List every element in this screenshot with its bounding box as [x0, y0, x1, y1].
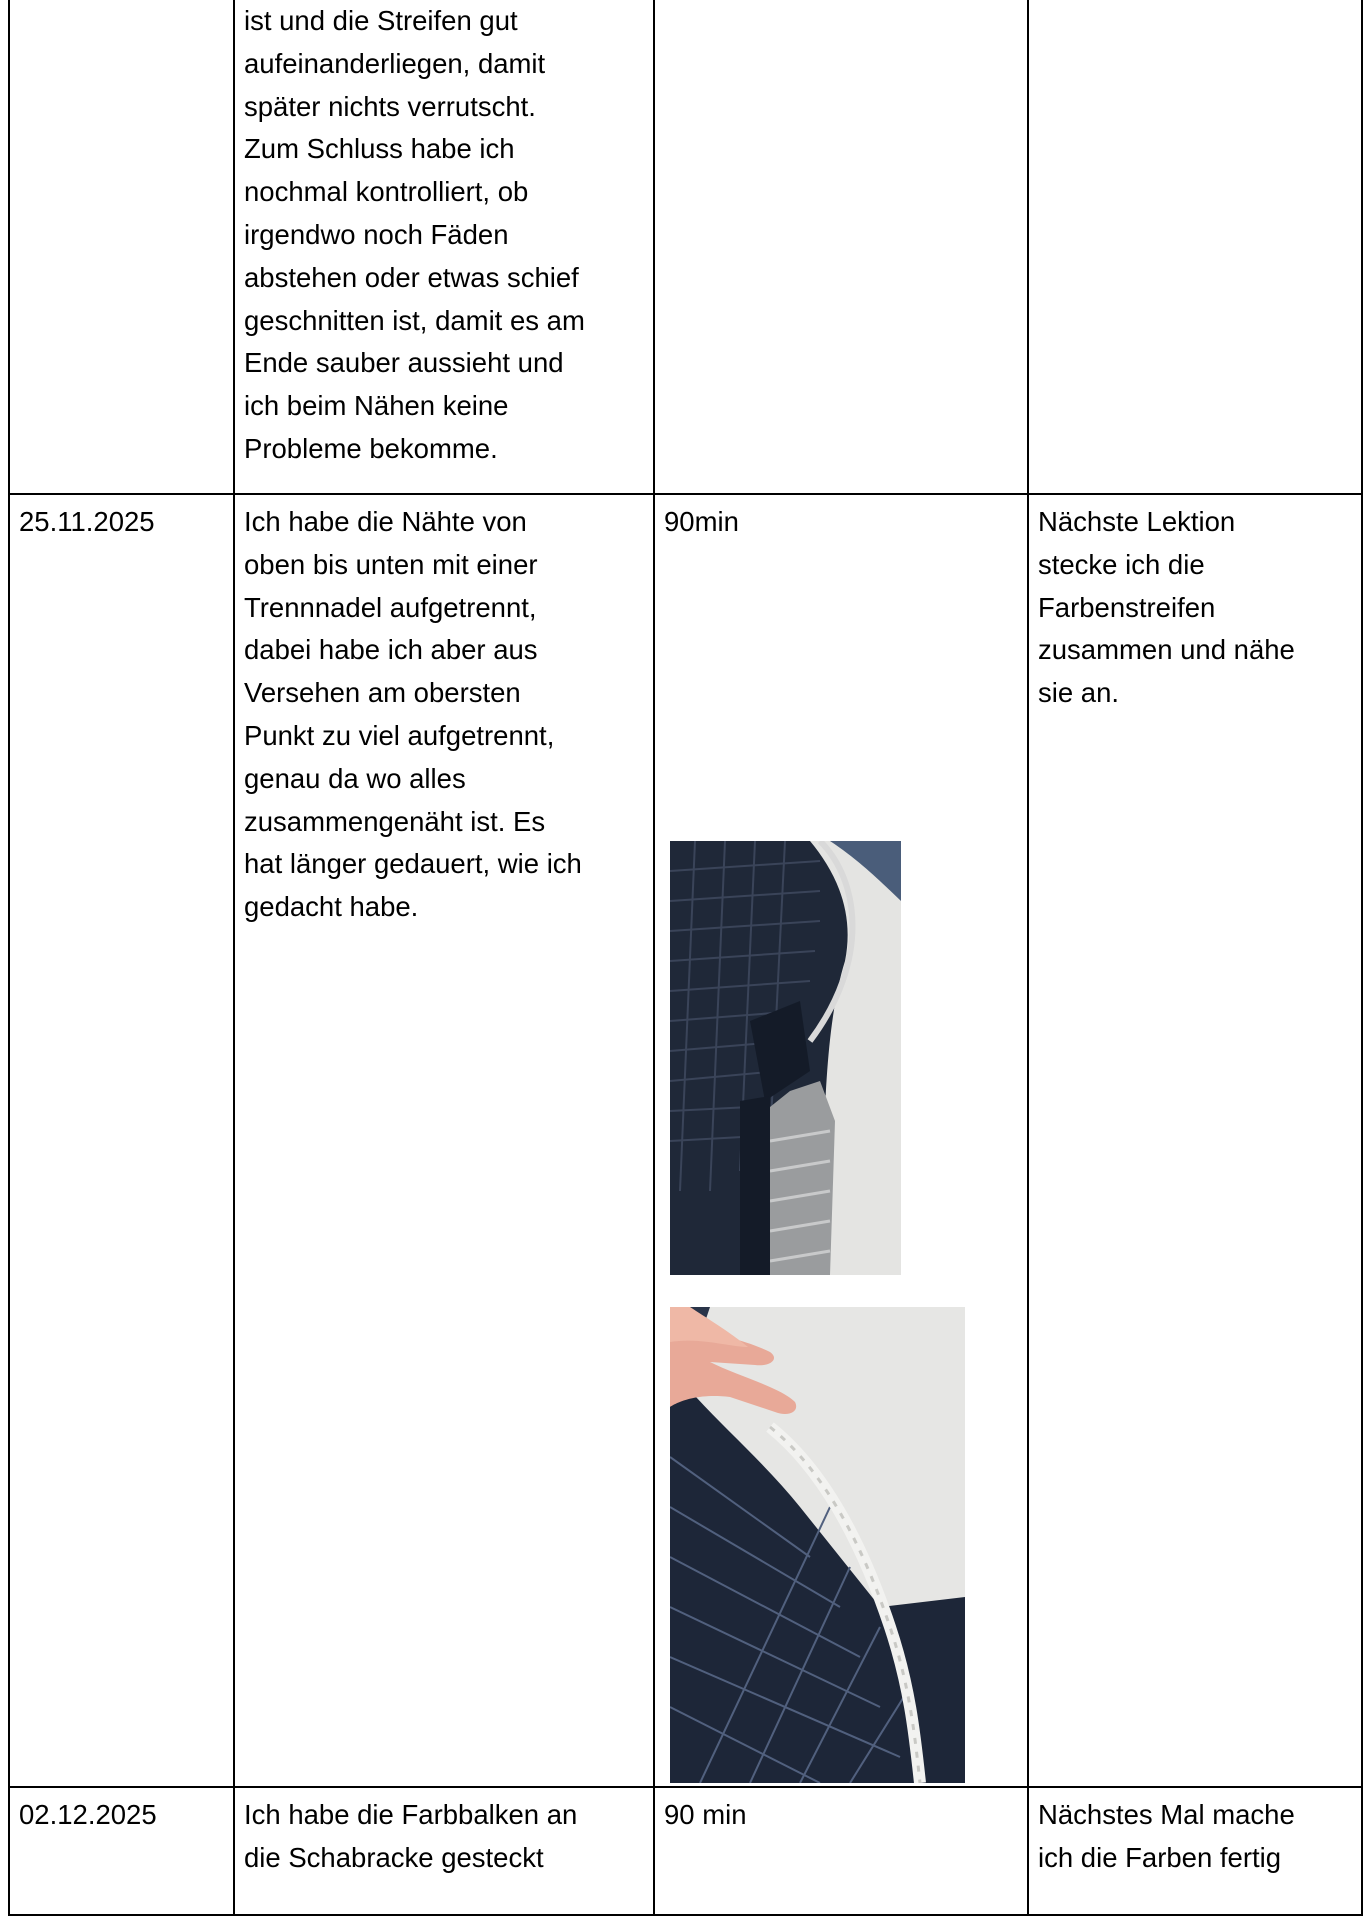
text-line: später nichts verrutscht. [244, 90, 536, 122]
date-cell [9, 1787, 234, 1915]
duration-cell [654, 1787, 1028, 1915]
duration-cell [654, 494, 1028, 1787]
text-line: ich die Farben fertig [1038, 1841, 1282, 1873]
text-line: stecke ich die [1038, 548, 1205, 580]
date-cell [9, 0, 234, 494]
text-line: die Schabracke gesteckt [244, 1841, 544, 1873]
text-line: sie an. [1038, 677, 1120, 709]
text-line: abstehen oder etwas schief [244, 261, 579, 293]
duration-text: 90 min [664, 1799, 747, 1830]
text-line: Punkt zu viel aufgetrennt, [244, 719, 555, 751]
next-step-cell [1028, 1787, 1362, 1915]
description-cell [234, 0, 654, 494]
text-line: zusammengenäht ist. Es [244, 805, 546, 837]
text-line: Versehen am obersten [244, 677, 521, 709]
text-line: ich beim Nähen keine [244, 390, 509, 422]
next-step-cell [1028, 0, 1362, 494]
table-row [9, 0, 1362, 494]
text-line: genau da wo alles [244, 762, 466, 794]
text-line: Farbenstreifen [1038, 591, 1216, 623]
text-line: Ende sauber aussieht und [244, 347, 564, 379]
table-row [9, 494, 1362, 1787]
text-line: Ich habe die Nähte von [244, 506, 527, 537]
text-line: irgendwo noch Fäden [244, 218, 509, 250]
text-line: Trennnadel aufgetrennt, [244, 591, 537, 623]
text-line: Probleme bekomme. [244, 432, 498, 464]
date-cell [9, 494, 234, 1787]
text-line: dabei habe ich aber aus [244, 634, 538, 666]
photo-saddle-pad-edge-with-cord-and-hand [670, 1307, 965, 1783]
date-text: 25.11.2025 [19, 506, 155, 537]
table-row [9, 1787, 1362, 1915]
duration-text: 90min [664, 506, 739, 537]
photo-group [664, 501, 1018, 544]
text-line: ist und die Streifen gut [244, 5, 518, 36]
text-line: geschnitten ist, damit es am [244, 304, 585, 336]
text-line: Ich habe die Farbbalken an [244, 1799, 578, 1830]
next-step-cell [1028, 494, 1362, 1787]
date-text: 02.12.2025 [19, 1799, 157, 1830]
text-line: hat länger gedauert, wie ich [244, 848, 582, 880]
description-cell [234, 494, 654, 1787]
text-line: gedacht habe. [244, 891, 419, 923]
photo-quilted-saddle-pad-seam-opened [670, 841, 901, 1275]
text-line: aufeinanderliegen, damit [244, 47, 546, 79]
duration-cell [654, 0, 1028, 494]
lesson-log-table [8, 0, 1363, 1916]
text-line: Zum Schluss habe ich [244, 133, 515, 165]
text-line: Nächste Lektion [1038, 506, 1236, 537]
description-cell [234, 1787, 654, 1915]
text-line: zusammen und nähe [1038, 634, 1295, 666]
text-line: Nächstes Mal mache [1038, 1799, 1295, 1830]
text-line: oben bis unten mit einer [244, 548, 538, 580]
text-line: nochmal kontrolliert, ob [244, 176, 529, 208]
